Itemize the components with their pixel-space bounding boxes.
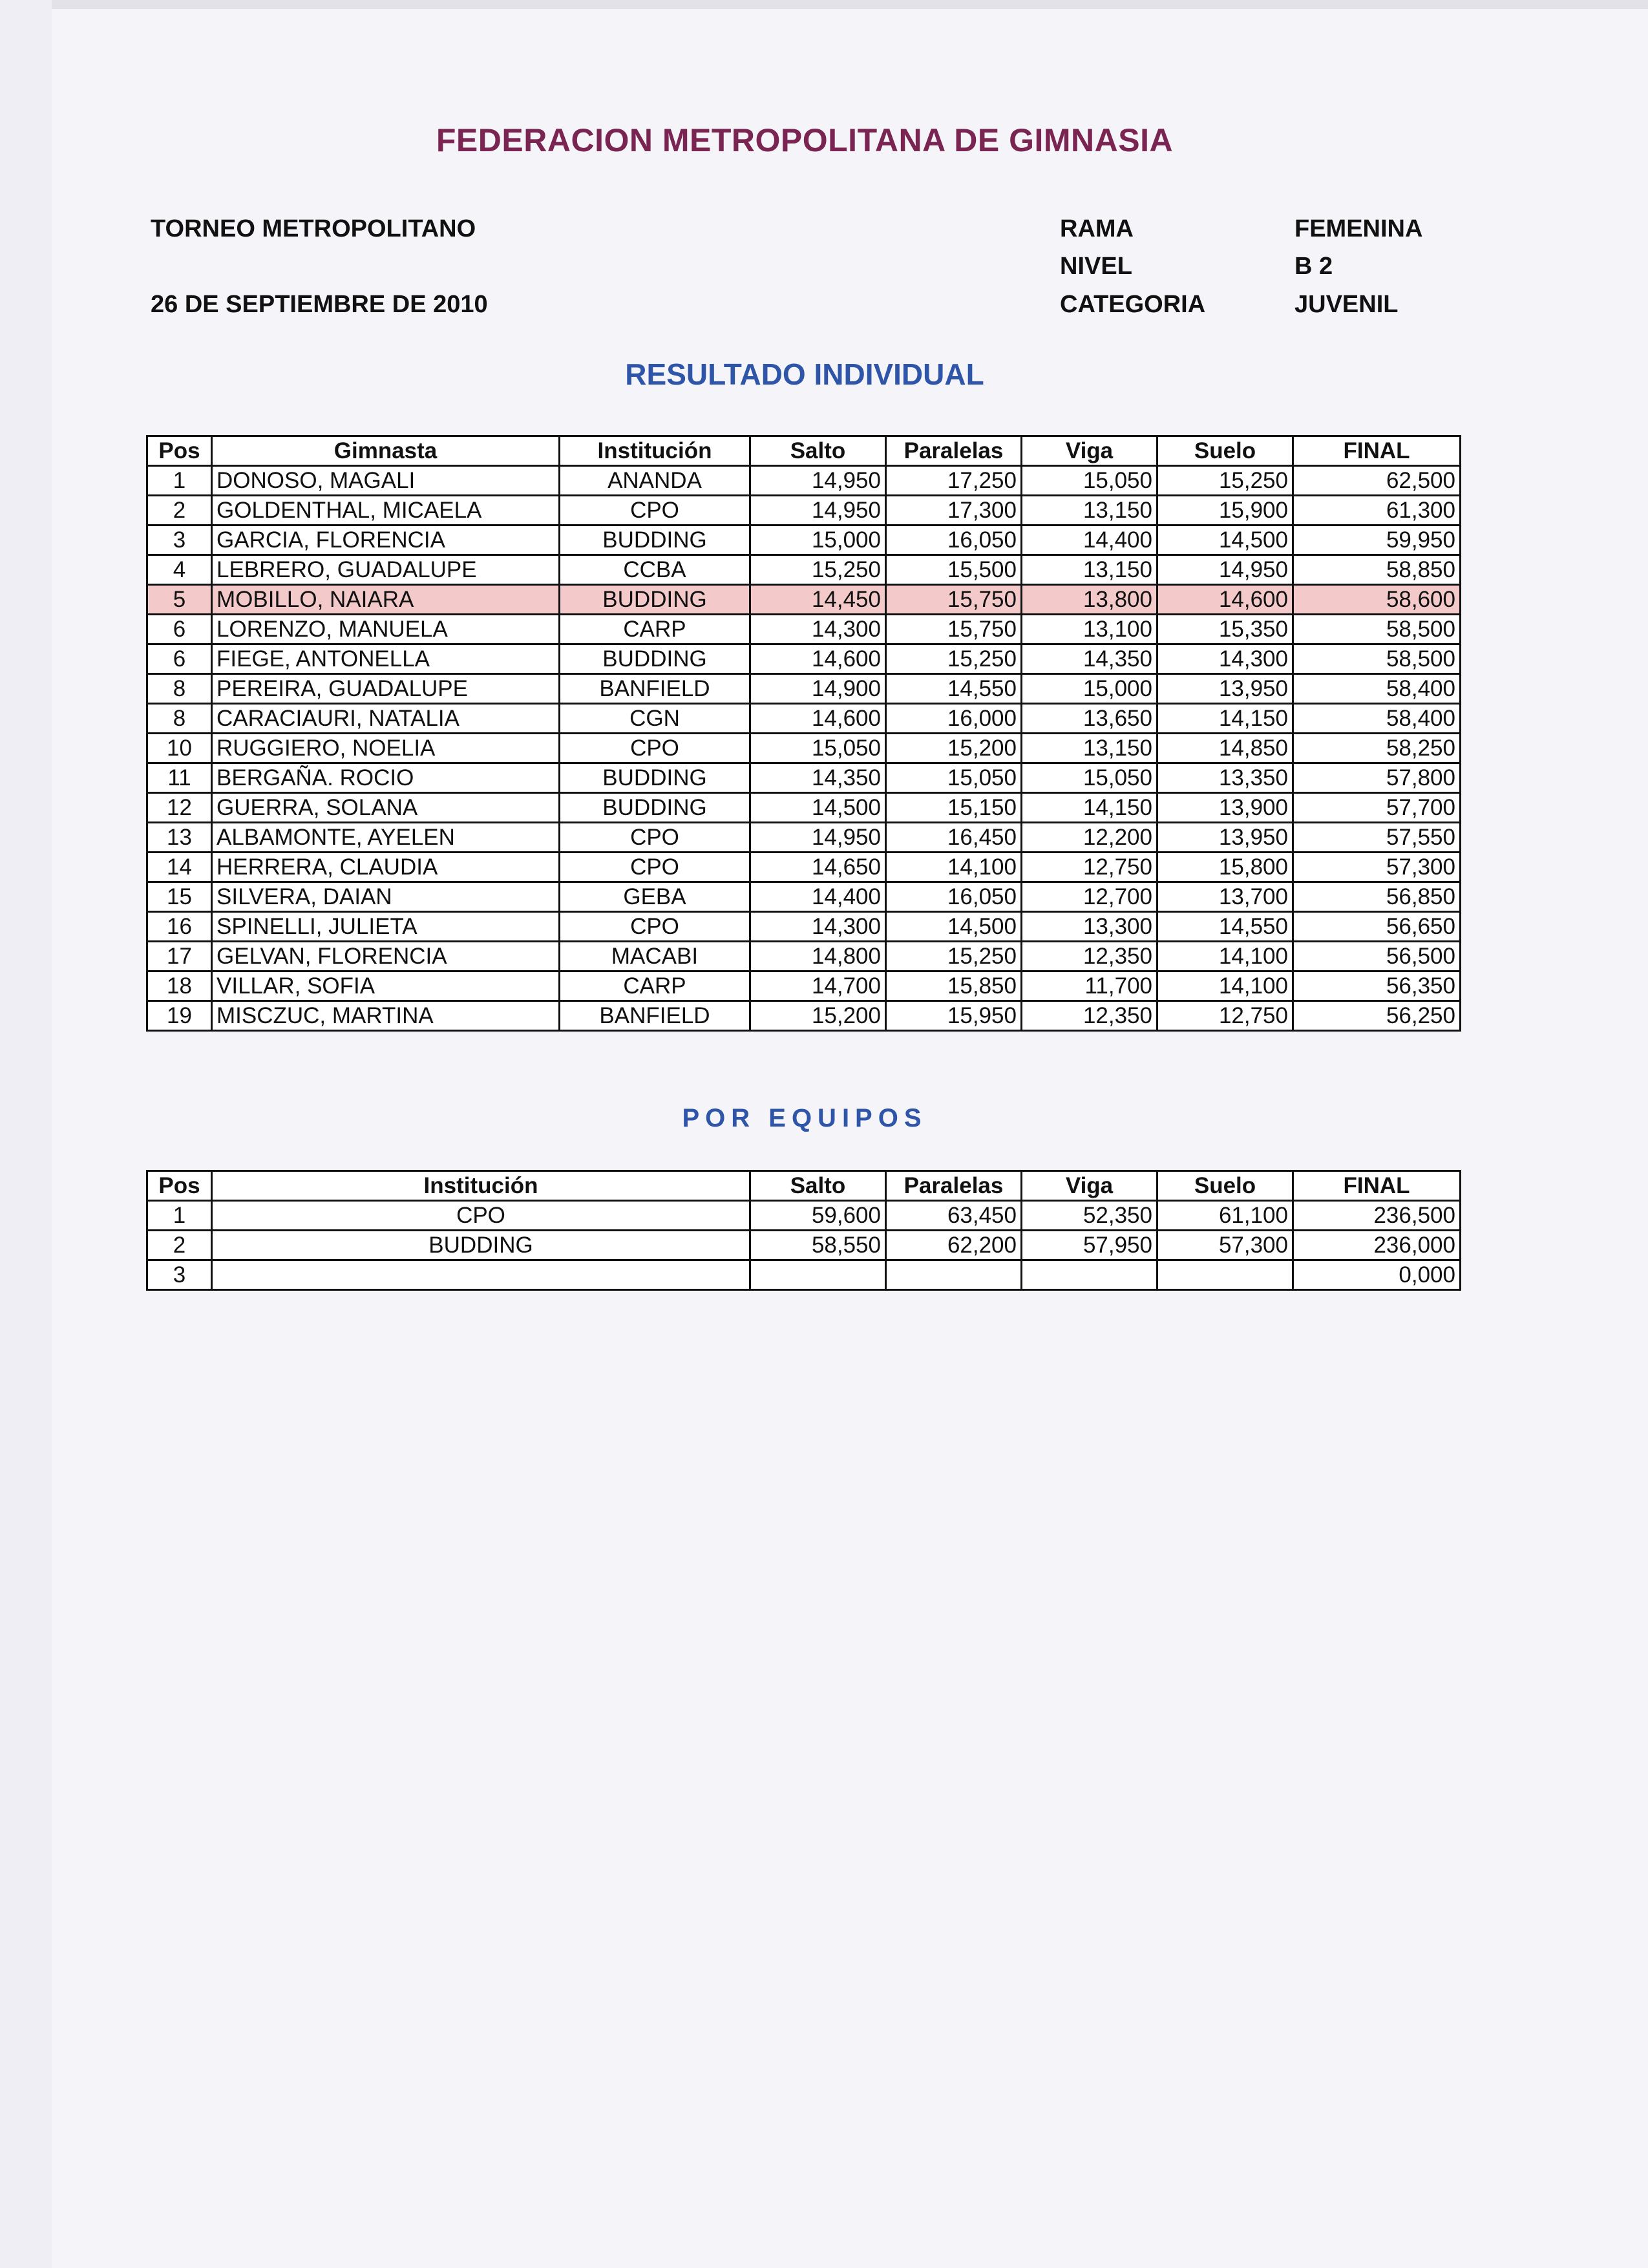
cell-final: 61,300	[1293, 496, 1461, 525]
categoria-value: JUVENIL	[1294, 291, 1399, 318]
cell-viga: 13,650	[1022, 704, 1157, 734]
cell-institucion: BANFIELD	[560, 1001, 750, 1031]
cell-paralelas	[886, 1260, 1022, 1290]
cell-pos: 1	[147, 466, 212, 496]
header-paralelas: Paralelas	[886, 1171, 1022, 1201]
cell-institucion: BUDDING	[212, 1231, 750, 1260]
cell-paralelas: 15,950	[886, 1001, 1022, 1031]
header-viga: Viga	[1022, 1171, 1157, 1201]
cell-salto: 15,000	[750, 525, 886, 555]
cell-final: 59,950	[1293, 525, 1461, 555]
cell-viga: 15,050	[1022, 466, 1157, 496]
cell-suelo	[1157, 1260, 1293, 1290]
cell-pos: 10	[147, 734, 212, 763]
table-row	[147, 525, 1461, 555]
cell-final: 0,000	[1293, 1260, 1461, 1290]
table-row	[147, 674, 1461, 704]
cell-institucion: CGN	[560, 704, 750, 734]
cell-final: 58,600	[1293, 585, 1461, 615]
cell-suelo: 13,950	[1157, 674, 1293, 704]
cell-institucion: CPO	[560, 496, 750, 525]
cell-suelo: 14,300	[1157, 644, 1293, 674]
cell-final: 58,400	[1293, 704, 1461, 734]
cell-paralelas: 14,550	[886, 674, 1022, 704]
cell-suelo: 14,550	[1157, 912, 1293, 942]
cell-final: 58,500	[1293, 644, 1461, 674]
cell-gimnasta: LORENZO, MANUELA	[212, 615, 560, 644]
cell-final: 58,250	[1293, 734, 1461, 763]
table-row	[147, 1231, 1461, 1260]
table-row	[147, 496, 1461, 525]
cell-salto: 58,550	[750, 1231, 886, 1260]
header-paralelas: Paralelas	[886, 436, 1022, 466]
individual-section-title: RESULTADO INDIVIDUAL	[625, 357, 984, 391]
cell-viga: 13,300	[1022, 912, 1157, 942]
cell-final: 56,500	[1293, 942, 1461, 971]
header-salto: Salto	[750, 1171, 886, 1201]
cell-institucion: CPO	[560, 734, 750, 763]
tournament-date: 26 DE SEPTIEMBRE DE 2010	[151, 291, 488, 318]
cell-gimnasta: FIEGE, ANTONELLA	[212, 644, 560, 674]
cell-pos: 4	[147, 555, 212, 585]
cell-paralelas: 15,850	[886, 971, 1022, 1001]
header-suelo: Suelo	[1157, 436, 1293, 466]
tournament-name: TORNEO METROPOLITANO	[151, 215, 476, 242]
cell-gimnasta: MISCZUC, MARTINA	[212, 1001, 560, 1031]
cell-institucion: BANFIELD	[560, 674, 750, 704]
cell-final: 58,850	[1293, 555, 1461, 585]
cell-suelo: 15,900	[1157, 496, 1293, 525]
cell-suelo: 13,950	[1157, 823, 1293, 853]
header-salto: Salto	[750, 436, 886, 466]
table-row	[147, 644, 1461, 674]
cell-viga: 15,050	[1022, 763, 1157, 793]
cell-viga	[1022, 1260, 1157, 1290]
table-row	[147, 1201, 1461, 1231]
cell-viga: 15,000	[1022, 674, 1157, 704]
cell-pos: 14	[147, 853, 212, 882]
cell-pos: 15	[147, 882, 212, 912]
cell-suelo: 15,800	[1157, 853, 1293, 882]
cell-gimnasta: DONOSO, MAGALI	[212, 466, 560, 496]
cell-final: 58,500	[1293, 615, 1461, 644]
cell-salto: 15,050	[750, 734, 886, 763]
cell-suelo: 15,350	[1157, 615, 1293, 644]
cell-gimnasta: LEBRERO, GUADALUPE	[212, 555, 560, 585]
cell-suelo: 61,100	[1157, 1201, 1293, 1231]
cell-paralelas: 63,450	[886, 1201, 1022, 1231]
cell-viga: 13,150	[1022, 734, 1157, 763]
cell-institucion: BUDDING	[560, 525, 750, 555]
cell-salto: 14,400	[750, 882, 886, 912]
page-title: FEDERACION METROPOLITANA DE GIMNASIA	[436, 122, 1174, 158]
cell-salto: 14,300	[750, 912, 886, 942]
cell-paralelas: 16,050	[886, 525, 1022, 555]
cell-gimnasta: HERRERA, CLAUDIA	[212, 853, 560, 882]
cell-institucion: GEBA	[560, 882, 750, 912]
cell-viga: 12,350	[1022, 942, 1157, 971]
cell-final: 56,850	[1293, 882, 1461, 912]
table-row	[147, 971, 1461, 1001]
cell-salto: 15,200	[750, 1001, 886, 1031]
cell-paralelas: 15,500	[886, 555, 1022, 585]
table-row	[147, 585, 1461, 615]
cell-viga: 13,150	[1022, 555, 1157, 585]
cell-suelo: 14,100	[1157, 971, 1293, 1001]
cell-paralelas: 14,500	[886, 912, 1022, 942]
cell-paralelas: 16,050	[886, 882, 1022, 912]
header-viga: Viga	[1022, 436, 1157, 466]
cell-viga: 11,700	[1022, 971, 1157, 1001]
cell-salto: 14,600	[750, 644, 886, 674]
cell-salto: 14,350	[750, 763, 886, 793]
scan-top-edge	[0, 0, 1648, 9]
cell-paralelas: 15,750	[886, 585, 1022, 615]
table-row	[147, 734, 1461, 763]
nivel-label: NIVEL	[1060, 253, 1132, 280]
cell-viga: 14,350	[1022, 644, 1157, 674]
cell-viga: 57,950	[1022, 1231, 1157, 1260]
cell-paralelas: 16,000	[886, 704, 1022, 734]
individual-results-table	[146, 435, 1461, 1032]
cell-institucion: BUDDING	[560, 644, 750, 674]
cell-viga: 12,700	[1022, 882, 1157, 912]
cell-final: 57,550	[1293, 823, 1461, 853]
cell-final: 56,350	[1293, 971, 1461, 1001]
cell-suelo: 15,250	[1157, 466, 1293, 496]
cell-suelo: 14,850	[1157, 734, 1293, 763]
cell-viga: 13,100	[1022, 615, 1157, 644]
cell-suelo: 14,150	[1157, 704, 1293, 734]
cell-salto: 14,650	[750, 853, 886, 882]
cell-pos: 18	[147, 971, 212, 1001]
cell-pos: 17	[147, 942, 212, 971]
cell-final: 62,500	[1293, 466, 1461, 496]
cell-salto	[750, 1260, 886, 1290]
header-pos: Pos	[147, 436, 212, 466]
cell-institucion: CARP	[560, 971, 750, 1001]
cell-suelo: 13,900	[1157, 793, 1293, 823]
team-results-table	[146, 1170, 1461, 1291]
header-gimnasta: Gimnasta	[212, 436, 560, 466]
header-final: FINAL	[1293, 436, 1461, 466]
header-pos: Pos	[147, 1171, 212, 1201]
cell-salto: 14,950	[750, 496, 886, 525]
cell-institucion: CPO	[560, 912, 750, 942]
cell-viga: 14,400	[1022, 525, 1157, 555]
cell-paralelas: 17,300	[886, 496, 1022, 525]
cell-institucion: CCBA	[560, 555, 750, 585]
cell-pos: 8	[147, 704, 212, 734]
cell-institucion: BUDDING	[560, 763, 750, 793]
table-row	[147, 704, 1461, 734]
table-row	[147, 942, 1461, 971]
header-institucion: Institución	[212, 1171, 750, 1201]
cell-viga: 12,350	[1022, 1001, 1157, 1031]
cell-pos: 6	[147, 644, 212, 674]
teams-section-title: POR EQUIPOS	[682, 1104, 927, 1132]
cell-salto: 59,600	[750, 1201, 886, 1231]
table-row	[147, 555, 1461, 585]
cell-salto: 14,900	[750, 674, 886, 704]
cell-pos: 19	[147, 1001, 212, 1031]
table-row	[147, 912, 1461, 942]
cell-final: 57,300	[1293, 853, 1461, 882]
table-row	[147, 1260, 1461, 1290]
cell-final: 236,000	[1293, 1231, 1461, 1260]
cell-gimnasta: BERGAÑA. ROCIO	[212, 763, 560, 793]
table-row	[147, 882, 1461, 912]
cell-salto: 14,700	[750, 971, 886, 1001]
cell-final: 57,800	[1293, 763, 1461, 793]
cell-suelo: 13,700	[1157, 882, 1293, 912]
cell-gimnasta: PEREIRA, GUADALUPE	[212, 674, 560, 704]
cell-salto: 15,250	[750, 555, 886, 585]
cell-gimnasta: SPINELLI, JULIETA	[212, 912, 560, 942]
cell-salto: 14,800	[750, 942, 886, 971]
table-row	[147, 466, 1461, 496]
cell-pos: 12	[147, 793, 212, 823]
cell-paralelas: 15,250	[886, 942, 1022, 971]
cell-pos: 3	[147, 1260, 212, 1290]
header-institucion: Institución	[560, 436, 750, 466]
scan-left-edge	[0, 0, 52, 2268]
nivel-value: B 2	[1294, 253, 1333, 280]
cell-pos: 13	[147, 823, 212, 853]
cell-pos: 2	[147, 1231, 212, 1260]
cell-suelo: 57,300	[1157, 1231, 1293, 1260]
cell-salto: 14,300	[750, 615, 886, 644]
cell-gimnasta: RUGGIERO, NOELIA	[212, 734, 560, 763]
cell-pos: 11	[147, 763, 212, 793]
cell-pos: 6	[147, 615, 212, 644]
cell-final: 58,400	[1293, 674, 1461, 704]
cell-gimnasta: VILLAR, SOFIA	[212, 971, 560, 1001]
cell-institucion	[212, 1260, 750, 1290]
cell-gimnasta: GARCIA, FLORENCIA	[212, 525, 560, 555]
table-row	[147, 763, 1461, 793]
header-suelo: Suelo	[1157, 1171, 1293, 1201]
cell-salto: 14,950	[750, 823, 886, 853]
cell-gimnasta: GUERRA, SOLANA	[212, 793, 560, 823]
table-row	[147, 1001, 1461, 1031]
cell-final: 57,700	[1293, 793, 1461, 823]
rama-label: RAMA	[1060, 215, 1134, 242]
cell-gimnasta: GELVAN, FLORENCIA	[212, 942, 560, 971]
cell-institucion: CPO	[560, 853, 750, 882]
cell-final: 236,500	[1293, 1201, 1461, 1231]
cell-viga: 13,150	[1022, 496, 1157, 525]
cell-gimnasta: GOLDENTHAL, MICAELA	[212, 496, 560, 525]
cell-viga: 13,800	[1022, 585, 1157, 615]
cell-viga: 14,150	[1022, 793, 1157, 823]
cell-gimnasta: SILVERA, DAIAN	[212, 882, 560, 912]
rama-value: FEMENINA	[1294, 215, 1423, 242]
cell-paralelas: 15,200	[886, 734, 1022, 763]
cell-suelo: 14,100	[1157, 942, 1293, 971]
cell-institucion: CARP	[560, 615, 750, 644]
cell-pos: 16	[147, 912, 212, 942]
cell-pos: 2	[147, 496, 212, 525]
header-final: FINAL	[1293, 1171, 1461, 1201]
cell-gimnasta: ALBAMONTE, AYELEN	[212, 823, 560, 853]
cell-salto: 14,600	[750, 704, 886, 734]
cell-final: 56,250	[1293, 1001, 1461, 1031]
cell-gimnasta: MOBILLO, NAIARA	[212, 585, 560, 615]
cell-paralelas: 15,050	[886, 763, 1022, 793]
cell-institucion: MACABI	[560, 942, 750, 971]
cell-paralelas: 15,150	[886, 793, 1022, 823]
cell-institucion: ANANDA	[560, 466, 750, 496]
cell-viga: 12,750	[1022, 853, 1157, 882]
table-row	[147, 853, 1461, 882]
cell-suelo: 14,950	[1157, 555, 1293, 585]
cell-gimnasta: CARACIAURI, NATALIA	[212, 704, 560, 734]
cell-final: 56,650	[1293, 912, 1461, 942]
cell-salto: 14,450	[750, 585, 886, 615]
cell-suelo: 14,600	[1157, 585, 1293, 615]
cell-paralelas: 62,200	[886, 1231, 1022, 1260]
cell-suelo: 12,750	[1157, 1001, 1293, 1031]
cell-paralelas: 14,100	[886, 853, 1022, 882]
cell-salto: 14,950	[750, 466, 886, 496]
cell-viga: 12,200	[1022, 823, 1157, 853]
cell-salto: 14,500	[750, 793, 886, 823]
cell-institucion: CPO	[560, 823, 750, 853]
cell-suelo: 14,500	[1157, 525, 1293, 555]
cell-institucion: CPO	[212, 1201, 750, 1231]
categoria-label: CATEGORIA	[1060, 291, 1206, 318]
cell-pos: 1	[147, 1201, 212, 1231]
cell-institucion: BUDDING	[560, 793, 750, 823]
cell-pos: 8	[147, 674, 212, 704]
cell-pos: 3	[147, 525, 212, 555]
cell-suelo: 13,350	[1157, 763, 1293, 793]
cell-paralelas: 15,250	[886, 644, 1022, 674]
table-row	[147, 823, 1461, 853]
cell-paralelas: 16,450	[886, 823, 1022, 853]
table-row	[147, 793, 1461, 823]
cell-paralelas: 15,750	[886, 615, 1022, 644]
cell-institucion: BUDDING	[560, 585, 750, 615]
cell-paralelas: 17,250	[886, 466, 1022, 496]
table-row	[147, 615, 1461, 644]
cell-viga: 52,350	[1022, 1201, 1157, 1231]
cell-pos: 5	[147, 585, 212, 615]
